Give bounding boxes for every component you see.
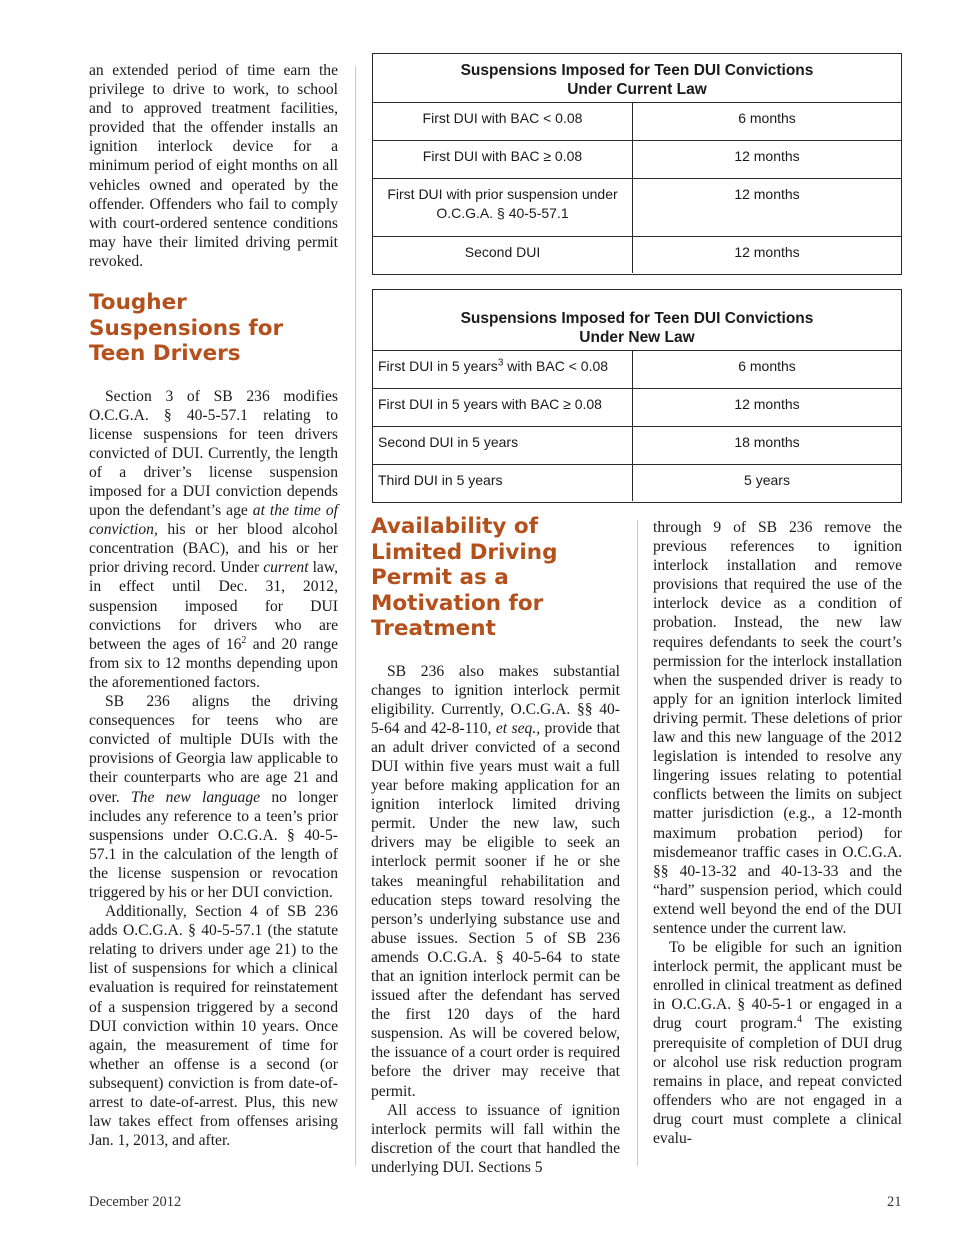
- table-new-law: [372, 289, 902, 503]
- table-cell-offense: First DUI with BAC < 0.08: [373, 103, 633, 140]
- table-cell-penalty: 12 months: [734, 186, 800, 202]
- column-right: [653, 518, 902, 1148]
- page-number: 21: [887, 1194, 902, 1210]
- paragraph-court-discretion: All access to issuance of ignition interlock permits will fall within the discretion of the court that handled the underlying DUI. Sections 5: [371, 1101, 620, 1176]
- table-cell-offense: Second DUI in 5 years: [373, 427, 633, 464]
- heading-availability-limited-permit: Availability of Limited Driving Permit as a Motivation for Treatment: [371, 514, 558, 641]
- table-cell-offense: Second DUI: [373, 237, 633, 273]
- heading-tougher-suspensions: Tougher Suspensions for Teen Drivers: [89, 290, 284, 367]
- table-new-title: Suspensions Imposed for Teen DUI Convictions Under New Law: [373, 290, 901, 351]
- table-row: [373, 351, 901, 389]
- intro-paragraph: an extended period of time earn the privilege to drive to work, to school and to approved treatment facilities, provided that the offender installs an ignition interlock device for a minimum period of eight months on all vehicles owned and operated by the offender. Offenders who fail to comply with court-ordered sentence conditions may have their limited driving permit revoked.: [89, 62, 338, 270]
- table-cell-offense: First DUI with BAC ≥ 0.08: [373, 141, 633, 178]
- footnote-ref-3[interactable]: 3: [497, 357, 504, 369]
- table-current-law: [372, 53, 902, 275]
- table-row: [373, 427, 901, 465]
- table-cell-offense: First DUI in 5 years$^3$ with BAC < 0.08: [373, 351, 633, 388]
- paragraph-removed-references: through 9 of SB 236 remove the previous references to ignition interlock installation and remove provisions that required the use of the interlock device as a condition of probation. Instead, the new law requires defendants to seek the court’s permission for the interlock installation when the suspended driver is ready to apply for an ignition interlock limited driving permit. These deletions of prior law and this new language of the 2012 legislation is intended to resolve any lingering issues relating to potential conflicts between the limits on subject matter jurisdiction (e.g., a 12-month maximum probation period) for misdemeanor traffic cases in O.C.G.A. §§ 40-13-32 and 40-13-33 and the “hard” suspension period, which could extend well beyond the end of the DUI sentence under the current law.: [653, 519, 902, 937]
- table-cell-penalty: 12 months: [734, 244, 800, 260]
- column-middle: [371, 514, 620, 1177]
- table-cell-penalty: 6 months: [738, 358, 796, 374]
- table-cell-offense: Third DUI in 5 years: [373, 465, 633, 501]
- footnote-ref-4[interactable]: 4: [797, 1014, 802, 1026]
- paragraph-section-4: Additionally, Section 4 of SB 236 adds O.C.G.A. § 40-5-57.1 (the statute relating to drivers under age 21) to the list of suspensions for which a clinical evaluation is required for reinstatement of a suspension triggered by a second DUI conviction within 10 years. Once again, the measurement of time for whether an offense is a second (or subsequent) conviction is from date-of-arrest to date-of-arrest. Plus, this new law takes effect from offenses arising Jan. 1, 2013, and after.: [89, 903, 338, 1150]
- paragraph-section-3: Section 3 of SB 236 modifies O.C.G.A. § 40-5-57.1 relating to license suspensions for teen drivers convicted of DUI. Currently, the length of a driver’s license suspension imposed for a DUI conviction depends upon the defendant’s age at the time of conviction, his or her blood alcohol concentration (BAC), and his or her prior driving record. Under current law, in effect until Dec. 31, 2012, suspension imposed for DUI convictions for drivers who are between the ages of $16^2$ and 20 range from six to 12 months depending upon the aforementioned factors.: [89, 387, 339, 691]
- paragraph-alignment: SB 236 aligns the driving consequences for teens who are convicted of multiple DUIs with the provisions of Georgia law applicable to their counterparts who are age 21 and over. The new language no longer includes any reference to a teen’s prior suspensions under O.C.G.A. § 40-5-57.1 in the calculation of the length of the license suspension or revocation triggered by his or her DUI conviction.: [89, 693, 338, 901]
- footnote-ref-2[interactable]: 2: [241, 634, 247, 646]
- column-divider-left: [355, 66, 356, 1166]
- table-current-title: Suspensions Imposed for Teen DUI Convictions Under Current Law: [373, 54, 901, 103]
- paragraph-eligibility: To be eligible for such an ignition interlock permit, the applicant must be enrolled in clinical treatment as defined in O.C.G.A. § 40-5-1 or engaged in a drug court program.$^4$ The existing prerequisite of completion of DUI drug or alcohol use risk reduction program remains in place, and repeat convicted offenders who are not engaged in a drug court must complete a clinical evalu-: [653, 939, 902, 1147]
- table-row: [373, 465, 901, 501]
- table-row: [373, 179, 901, 237]
- table-cell-penalty: 18 months: [734, 434, 800, 450]
- table-row: [373, 141, 901, 179]
- table-row: [373, 389, 901, 427]
- column-left: [89, 61, 338, 1150]
- table-cell-penalty: 5 years: [744, 472, 790, 488]
- table-cell-penalty: 6 months: [738, 110, 796, 126]
- column-divider-right: [637, 520, 638, 1166]
- paragraph-interlock-eligibility: SB 236 also makes substantial changes to ignition interlock permit eligibility. Currently, O.C.G.A. §§ 40-5-64 and 42-8-110, et seq., provide that an adult driver convicted of a second DUI within five years must wait a full year before making application for an ignition interlock limited driving permit. Under the new law, such drivers may be eligible to seek an interlock permit sooner if he or she takes meaningful rehabilitation and education steps toward resolving the person’s underlying substance use and abuse issues. Section 5 of SB 236 amends O.C.G.A. § 40-5-64 to state that an ignition interlock permit can be issued after the defendant has served the first 120 days of the hard suspension. As will be covered below, the issuance of a court order is required before the driver may receive that permit.: [371, 662, 620, 1100]
- table-row: [373, 103, 901, 141]
- table-cell-penalty: 12 months: [734, 396, 800, 412]
- table-cell-offense: First DUI in 5 years with BAC ≥ 0.08: [373, 389, 633, 426]
- footer-date: December 2012: [89, 1194, 182, 1210]
- table-cell-penalty: 12 months: [734, 148, 800, 164]
- table-cell-offense: First DUI with prior suspension under O.C.G.A. § 40-5-57.1: [373, 179, 633, 236]
- table-row: [373, 237, 901, 273]
